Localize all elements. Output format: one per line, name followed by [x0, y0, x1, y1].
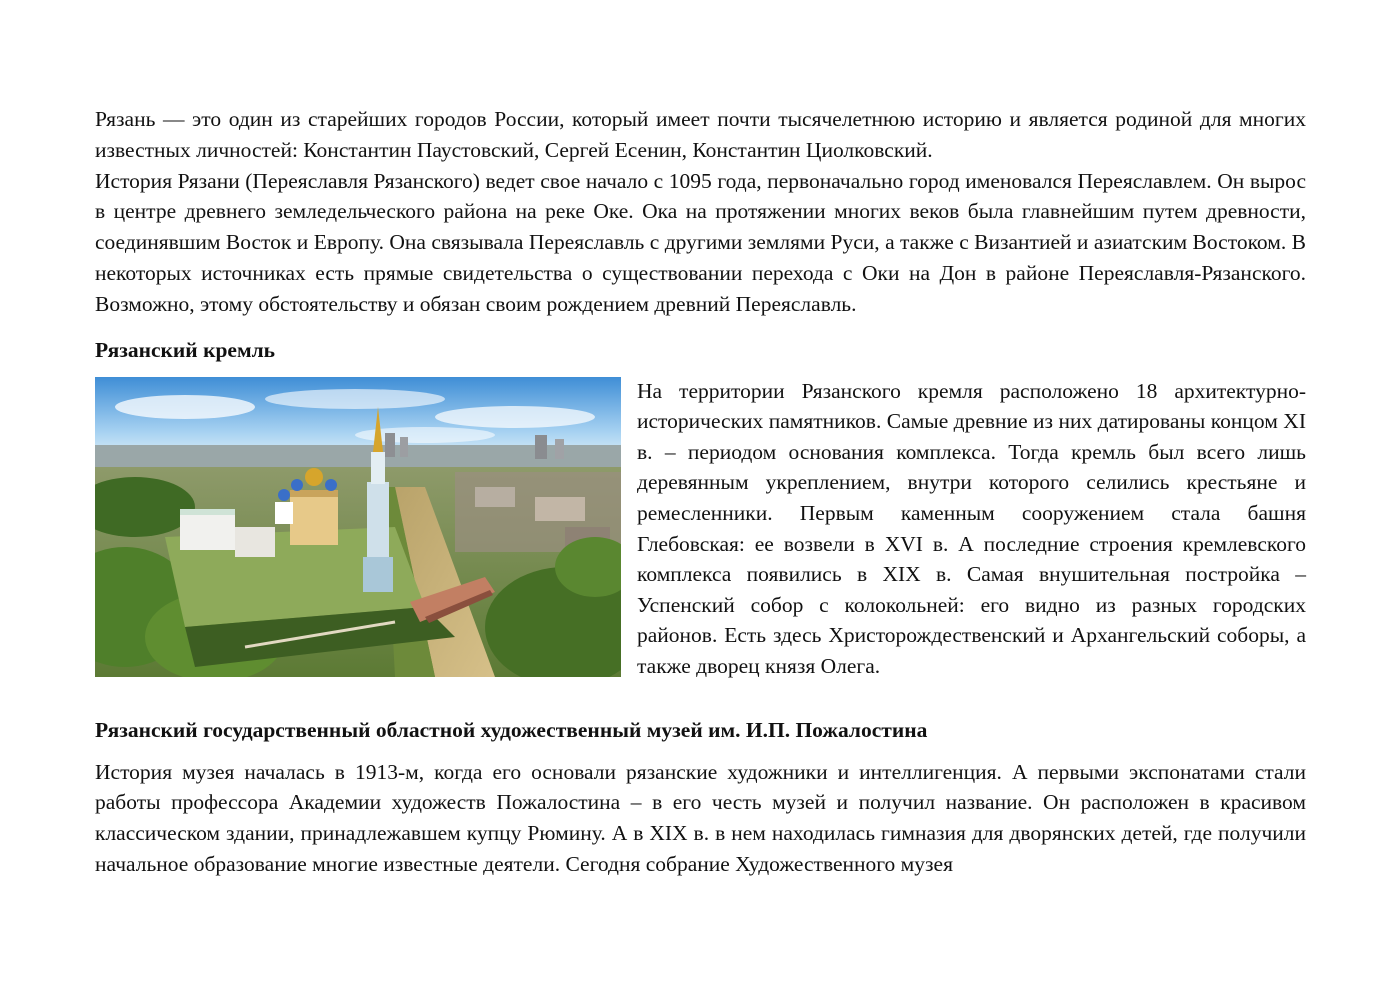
kremlin-heading: Рязанский кремль [95, 337, 276, 362]
kremlin-section [95, 377, 1306, 677]
intro-paragraph-2: История Рязани (Переяславля Рязанского) ведет свое начало с 1095 года, первоначально город именовался Переяславлем. Он вырос в центре древнего земледельческого района на реке Оке. Ока на протяжении многих веков была главнейшим путем древности, соединявшим Восток и Европу. Она связывала Переяславль с другими землями Руси, а также с Византией и азиатским Востоком. В некоторых источниках есть прямые свидетельства о существовании перехода с Оки на Дон в районе Переяславля-Рязанского. Возможно, этому обстоятельству и обязан своим рождением древний Переяславль. [95, 168, 1306, 316]
museum-heading: Рязанский государственный областной художественный музей им. И.П. Пожалостина [95, 717, 928, 742]
intro-paragraph-1: Рязань — это один из старейших городов России, который имеет почти тысячелетнюю историю и является родиной для многих известных личностей: Константин Паустовский, Сергей Есенин, Константин Циолковский. [95, 107, 1306, 162]
kremlin-aerial-photo [95, 377, 621, 677]
document-page [95, 104, 1306, 880]
kremlin-text-column [637, 377, 1306, 677]
kremlin-paragraph: На территории Рязанского кремля расположено 18 архитектурно-исторических памятников. Самые древние из них датированы концом XI в. – периодом основания комплекса. Тогда кремль был всего лишь деревянным укреплением, внутри которого селились крестьяне и ремесленники. Первым каменным сооружением стала башня Глебовская: ее возвели в XVI в. А последние строения кремлевского комплекса появились в XIX в. Самая внушительная постройка – Успенский собор с колокольней: его видно из разных городских районов. Есть здесь Христорождественский и Архангельский соборы, а также дворец князя Олега. [637, 378, 1306, 678]
museum-paragraph: История музея началась в 1913-м, когда его основали рязанские художники и интеллигенция. А первыми экспонатами стали работы профессора Академии художеств Пожалостина – в его честь музей и получил название. Он расположен в красивом классическом здании, принадлежавшем купцу Рюмину. А в XIX в. в нем находилась гимназия для дворянских детей, где получили начальное образование многие известные деятели. Сегодня собрание Художественного музея [95, 759, 1306, 876]
